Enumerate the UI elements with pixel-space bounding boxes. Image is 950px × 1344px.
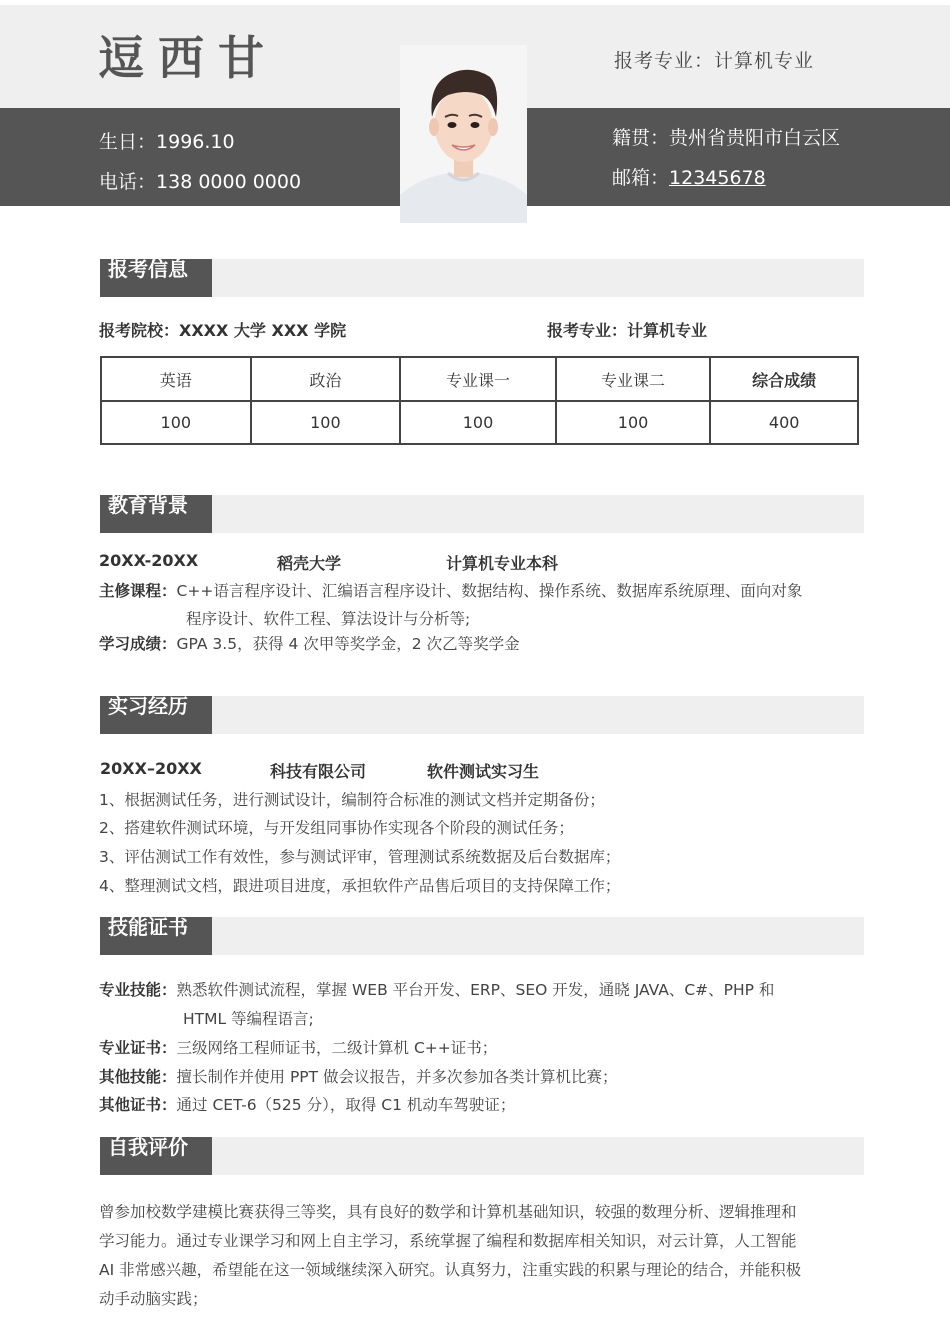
self-evaluation-line: AI 非常感兴趣，希望能在这一领域继续深入研究。认真努力，注重实践的积累与理论的结合，并能积极 <box>99 1261 802 1279</box>
section-self-header <box>100 1137 864 1175</box>
birth-value: 1996.10 <box>156 131 235 153</box>
skills-other <box>99 1065 618 1087</box>
phone-value: 138 0000 0000 <box>156 171 302 193</box>
score-header-major-2: 专业课二 <box>556 357 711 401</box>
internship-item: 1、根据测试任务，进行测试设计，编制符合标准的测试文档并定期备份； <box>99 791 605 809</box>
score-total: 400 <box>710 401 858 444</box>
section-internship-tab <box>100 696 212 734</box>
birth-label: 生日： <box>99 131 157 153</box>
education-degree: 计算机专业本科 <box>446 554 559 573</box>
score-header-major-1: 专业课一 <box>400 357 556 401</box>
candidate-name: 逗西甘 <box>98 31 278 85</box>
section-skills-header <box>100 917 864 955</box>
skills-other-cert-text: 通过 CET-6（525 分），取得 C1 机动车驾驶证； <box>176 1096 516 1114</box>
birth-info <box>99 127 235 154</box>
apply-major: 报考专业：计算机专业 <box>547 321 708 340</box>
email-label: 邮箱： <box>612 167 670 189</box>
section-apply-header <box>100 259 864 297</box>
education-period: 20XX-20XX <box>99 551 199 570</box>
score-table-value-row <box>101 401 858 444</box>
self-evaluation-line: 学习能力。通过专业课学习和网上自主学习，系统掌握了编程和数据库相关知识，对云计算，人工智能 <box>99 1232 797 1250</box>
education-grades <box>99 632 520 654</box>
section-apply-title: 报考信息 <box>108 257 188 281</box>
skills-other-cert <box>99 1093 515 1115</box>
phone-label: 电话： <box>99 171 157 193</box>
skills-other-label: 其他技能： <box>99 1068 177 1086</box>
internship-item: 2、搭建软件测试环境，与开发组同事协作实现各个阶段的测试任务； <box>99 819 574 837</box>
internship-item: 3、评估测试工作有效性，参与测试评审，管理测试系统数据及后台数据库； <box>99 848 621 866</box>
section-education-header <box>100 495 864 533</box>
self-evaluation-line: 动手动脑实践； <box>99 1290 208 1308</box>
score-header-politics: 政治 <box>251 357 401 401</box>
education-courses <box>99 579 802 601</box>
skills-professional-text-1: 熟悉软件测试流程，掌握 WEB 平台开发、ERP、SEO 开发，通晓 JAVA、C#、PHP 和 <box>176 981 775 999</box>
internship-period: 20XX–20XX <box>100 759 202 778</box>
hometown-info <box>612 123 840 150</box>
email-info <box>612 163 766 190</box>
section-skills-tab <box>100 917 212 955</box>
skills-professional-cert-label: 专业证书： <box>99 1039 177 1057</box>
skills-professional-cert <box>99 1036 497 1058</box>
score-politics: 100 <box>251 401 401 444</box>
section-skills-title: 技能证书 <box>108 915 188 939</box>
skills-other-text: 擅长制作并使用 PPT 做会议报告，并多次参加各类计算机比赛； <box>176 1068 618 1086</box>
portrait-illustration <box>400 45 527 223</box>
score-table <box>100 356 859 445</box>
education-courses-continued: 程序设计、软件工程、算法设计与分析等; <box>186 610 471 628</box>
skills-professional-cert-text: 三级网络工程师证书，二级计算机 C++证书； <box>176 1039 498 1057</box>
section-education-title: 教育背景 <box>108 493 188 517</box>
skills-professional-continued: HTML 等编程语言; <box>183 1010 314 1028</box>
target-major-header: 报考专业：计算机专业 <box>614 50 815 72</box>
internship-company: 科技有限公司 <box>270 762 367 781</box>
skills-other-cert-label: 其他证书： <box>99 1096 177 1114</box>
score-table-header-row <box>101 357 858 401</box>
score-english: 100 <box>101 401 251 444</box>
internship-role: 软件测试实习生 <box>427 762 540 781</box>
apply-school: 报考院校：XXXX 大学 XXX 学院 <box>99 321 347 340</box>
score-major-2: 100 <box>556 401 711 444</box>
hometown-label: 籍贯： <box>612 127 670 149</box>
skills-professional-label: 专业技能： <box>99 981 177 999</box>
self-evaluation-line: 曾参加校数学建模比赛获得三等奖，具有良好的数学和计算机基础知识，较强的数理分析、逻辑推理和 <box>99 1203 797 1221</box>
score-major-1: 100 <box>400 401 556 444</box>
education-courses-text-1: C++语言程序设计、汇编语言程序设计、数据结构、操作系统、数据库系统原理、面向对象 <box>176 582 803 600</box>
education-grades-label: 学习成绩： <box>99 635 177 653</box>
education-grades-text: GPA 3.5，获得 4 次甲等奖学金，2 次乙等奖学金 <box>176 635 520 653</box>
score-header-total: 综合成绩 <box>710 357 858 401</box>
score-header-english: 英语 <box>101 357 251 401</box>
internship-item: 4、整理测试文档，跟进项目进度，承担软件产品售后项目的支持保障工作； <box>99 877 621 895</box>
section-self-tab <box>100 1137 212 1175</box>
education-school: 稻壳大学 <box>277 554 342 573</box>
section-internship-header <box>100 696 864 734</box>
hometown-value: 贵州省贵阳市白云区 <box>669 127 841 149</box>
section-apply-tab <box>100 259 212 297</box>
section-education-tab <box>100 495 212 533</box>
education-courses-label: 主修课程： <box>99 582 177 600</box>
profile-photo <box>400 45 527 223</box>
email-link[interactable]: 12345678 <box>669 167 766 189</box>
section-self-title: 自我评价 <box>108 1135 188 1159</box>
section-internship-title: 实习经历 <box>108 694 188 718</box>
skills-professional <box>99 978 774 1000</box>
phone-info <box>99 167 301 194</box>
